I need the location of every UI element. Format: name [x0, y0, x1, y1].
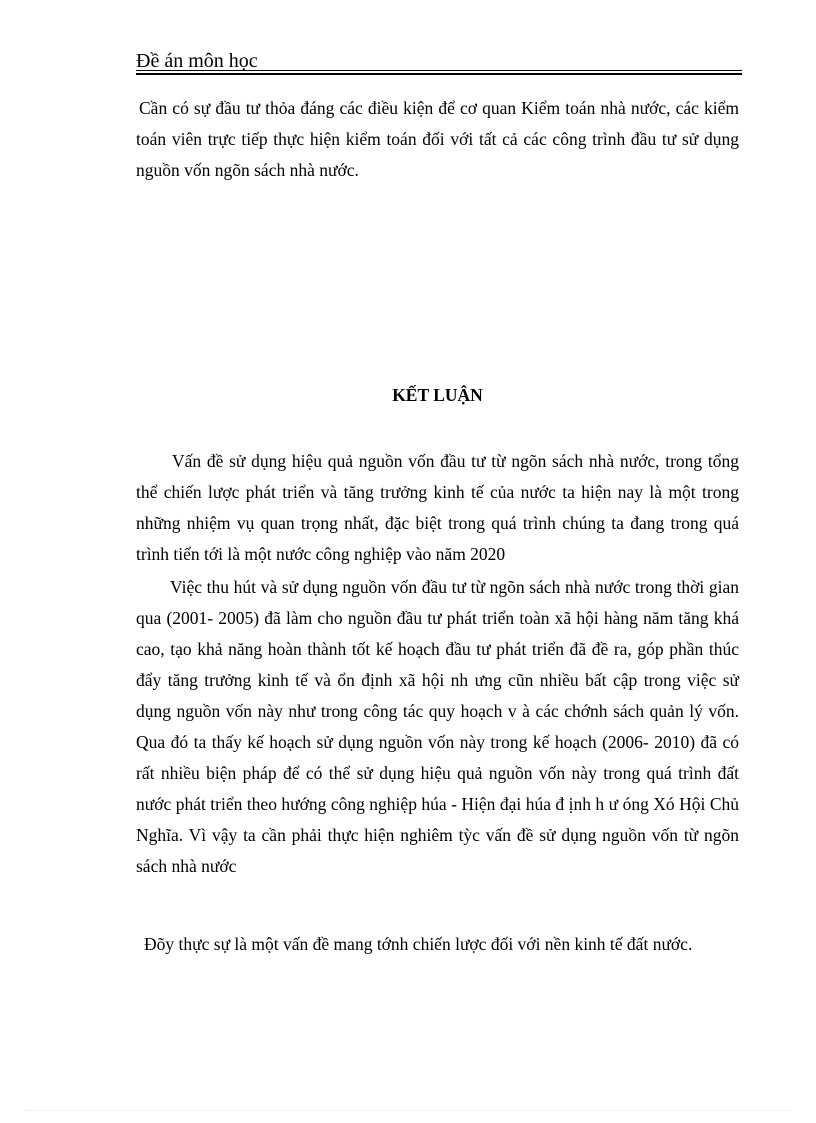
page-bottom-divider — [24, 1110, 792, 1111]
header-divider-thin — [136, 70, 742, 71]
header-divider-thick — [136, 73, 742, 75]
section-heading-conclusion: KẾT LUẬN — [392, 385, 483, 405]
document-header-title: Đề án môn học — [136, 50, 258, 72]
conclusion-paragraph-2: Việc thu hút và sử dụng nguồn vốn đầu tư từ ngõn sách nhà nước trong thời gian qua (2001- 2005) đã làm cho nguồn đầu tư phát triển toàn xã hội hàng năm tăng khá cao, tạo khả năng hoàn thành tốt kế hoạch đầu tư phát triển đã đề ra, góp phần thúc đẩy tăng trưởng kinh tế và ổn định xã hội nh ưng cũn nhiều bất cập trong việc sử dụng nguồn vốn này như trong công tác quy hoạch v à các chớnh sách quản lý vốn. Qua đó ta thấy kế hoạch sử dụng nguồn vốn này trong kế hoạch (2006- 2010) đã có rất nhiều biện pháp để có thể sử dụng hiệu quả nguồn vốn này trong quá trình đất nước phát triển theo hướng công nghiệp húa - Hiện đại húa đ ịnh h ư óng Xó Hội Chủ Nghĩa. Vì vậy ta cần phải thực hiện nghiêm tỳc vấn đề sử dụng nguồn vốn từ ngõn sách nhà nước — [136, 577, 739, 876]
conclusion-paragraph-3: Đõy thực sự là một vấn đề mang tớnh chiến lược đối với nền kinh tế đất nước. — [144, 934, 693, 954]
conclusion-paragraph-1: Vấn đề sử dụng hiệu quả nguồn vốn đầu tư từ ngõn sách nhà nước, trong tổng thể chiến lược phát triển và tăng trưởng kinh tế của nước ta hiện nay là một trong những nhiệm vụ quan trọng nhất, đặc biệt trong quá trình chúng ta đang trong quá trình tiến tới là một nước công nghiệp vào năm 2020 — [136, 451, 739, 564]
intro-paragraph: Cần có sự đầu tư thỏa đáng các điều kiện để cơ quan Kiểm toán nhà nước, các kiểm toán viên trực tiếp thực hiện kiểm toán đối với tất cả các công trình đầu tư sử dụng nguồn vốn ngõn sách nhà nước. — [136, 98, 739, 180]
